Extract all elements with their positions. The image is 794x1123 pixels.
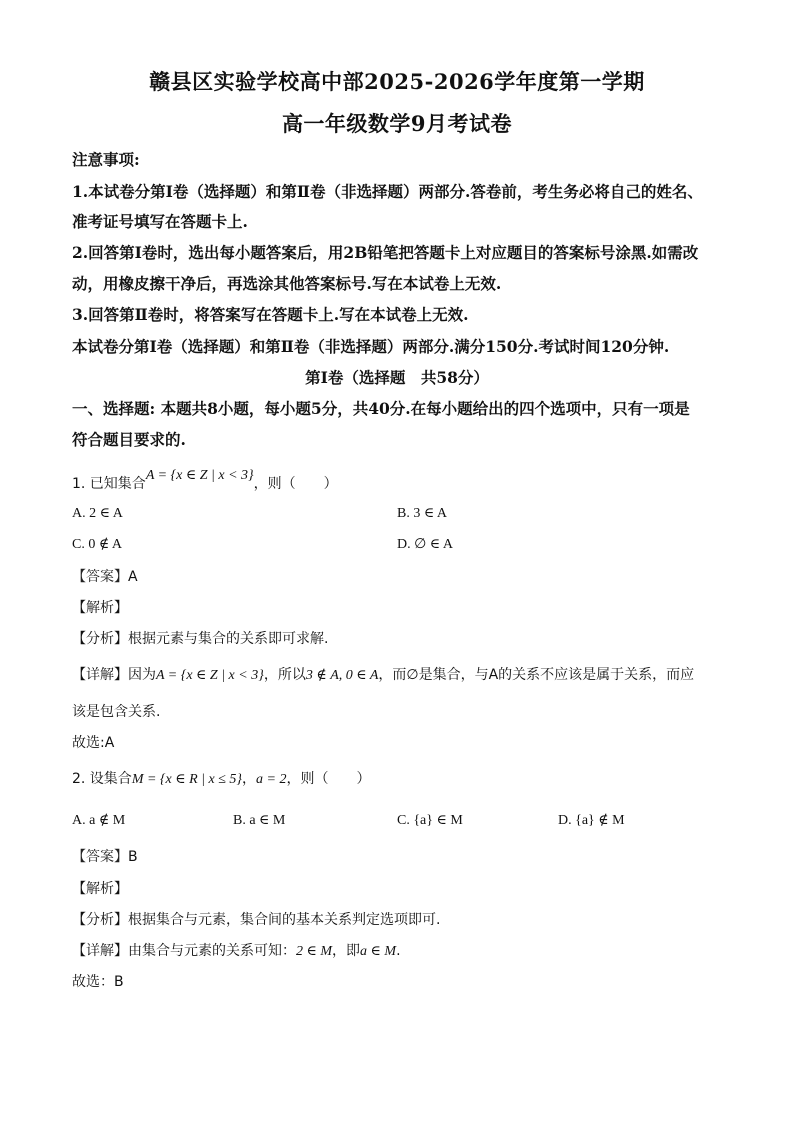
q2-stem-prefix: 2. 设集合: [72, 771, 132, 787]
q2-answer-value: B: [128, 849, 138, 865]
q1-xiangjie-tag: 【详解】: [72, 667, 128, 683]
q2-stem-mid: ，: [242, 771, 256, 787]
q1-xiangjie-text-3: ，而∅是集合，与A的关系不应该是属于关系，而应: [378, 667, 695, 683]
q2-stem-math-1: M = {x ∈ R | x ≤ 5}: [131, 772, 242, 787]
exam-title-line1: 赣县区实验学校高中部2025-2026学年度第一学期: [149, 69, 645, 94]
q2-xiangjie-text-3: .: [396, 943, 401, 959]
q2-choice: 故选：B: [72, 974, 124, 990]
q1-xiangjie-math-1: A = {x ∈ Z | x < 3}: [156, 668, 264, 683]
q2-xiangjie-text-1: 由集合与元素的关系可知：: [128, 943, 296, 959]
section-heading: 第Ⅰ卷（选择题 共58分）: [305, 368, 489, 387]
q2-option-b: B. a ∈ M: [233, 813, 286, 828]
q1-fenxi-text: 根据元素与集合的关系即可求解.: [128, 631, 329, 647]
q2-option-d: D. {a} ∉ M: [558, 813, 625, 828]
exam-title-line2: 高一年级数学9月考试卷: [281, 111, 513, 136]
q1-choice: 故选:A: [72, 735, 115, 751]
q1-fenxi: [72, 627, 328, 651]
q2-answer-tag: 【答案】: [72, 849, 128, 865]
section-intro-b: 符合题目要求的.: [72, 430, 186, 449]
q1-xiangjie: [72, 663, 694, 688]
notice-item-3: 3.回答第Ⅱ卷时，将答案写在答题卡上.写在本试卷上无效.: [72, 305, 469, 324]
q1-stem-prefix: 1. 已知集合: [72, 476, 146, 492]
q2-xiangjie-tag: 【详解】: [72, 943, 128, 959]
q1-answer: [72, 565, 138, 589]
q1-xiangjie-text-1: 因为: [128, 667, 156, 683]
q2-stem: [72, 767, 370, 792]
q1-analysis-tag: 【解析】: [72, 600, 128, 616]
q1-option-c: C. 0 ∉ A: [72, 537, 123, 552]
q2-option-a: A. a ∉ M: [72, 813, 126, 828]
q2-xiangjie-math-1: 2 ∈ M: [296, 944, 333, 959]
q1-option-d: D. ∅ ∈ A: [397, 537, 454, 552]
q1-option-b: B. 3 ∈ A: [397, 506, 448, 521]
q2-stem-suffix: ，则（ ）: [286, 771, 371, 787]
section-intro-a: 一、选择题: 本题共8小题，每小题5分，共40分.在每小题给出的四个选项中，只有一项是: [72, 399, 690, 418]
q1-fenxi-tag: 【分析】: [72, 631, 128, 647]
q2-fenxi: [72, 908, 440, 932]
q1-answer-value: A: [128, 569, 138, 585]
notice-heading: 注意事项:: [72, 150, 140, 169]
notice-item-2b: 动，用橡皮擦干净后，再选涂其他答案标号.写在本试卷上无效.: [72, 274, 502, 293]
notice-item-1a: 1.本试卷分第Ⅰ卷（选择题）和第Ⅱ卷（非选择题）两部分.答卷前，考生务必将自己的姓名、: [72, 182, 703, 201]
q1-stem-suffix: ，则（ ）: [253, 476, 338, 492]
q2-xiangjie: [72, 939, 401, 964]
notice-item-1b: 准考证号填写在答题卡上.: [72, 212, 248, 231]
notice-item-2a: 2.回答第Ⅰ卷时，选出每小题答案后，用2B铅笔把答题卡上对应题目的答案标号涂黑.如需改: [72, 243, 699, 262]
q1-stem: [72, 468, 338, 497]
q2-xiangjie-math-2: a ∈ M: [360, 944, 397, 959]
q2-fenxi-text: 根据集合与元素，集合间的基本关系判定选项即可.: [128, 912, 441, 928]
q2-option-c: C. {a} ∈ M: [397, 813, 463, 828]
q2-analysis-tag: 【解析】: [72, 881, 128, 897]
q1-xiangjie-math-2: 3 ∉ A, 0 ∈ A: [305, 668, 379, 683]
q1-option-a: A. 2 ∈ A: [72, 506, 123, 521]
q2-answer: [72, 845, 138, 869]
notice-summary: 本试卷分第Ⅰ卷（选择题）和第Ⅱ卷（非选择题）两部分.满分150分.考试时间120分钟.: [72, 337, 670, 356]
q2-stem-math-2: a = 2: [256, 772, 287, 787]
q2-fenxi-tag: 【分析】: [72, 912, 128, 928]
q1-answer-tag: 【答案】: [72, 569, 128, 585]
q1-stem-math: A = {x ∈ Z | x < 3}: [145, 468, 254, 483]
q1-xiangjie-text-2: ，所以: [263, 667, 306, 683]
q2-xiangjie-text-2: ，即: [332, 943, 361, 959]
q1-xiangjie-cont: 该是包含关系.: [72, 704, 161, 720]
